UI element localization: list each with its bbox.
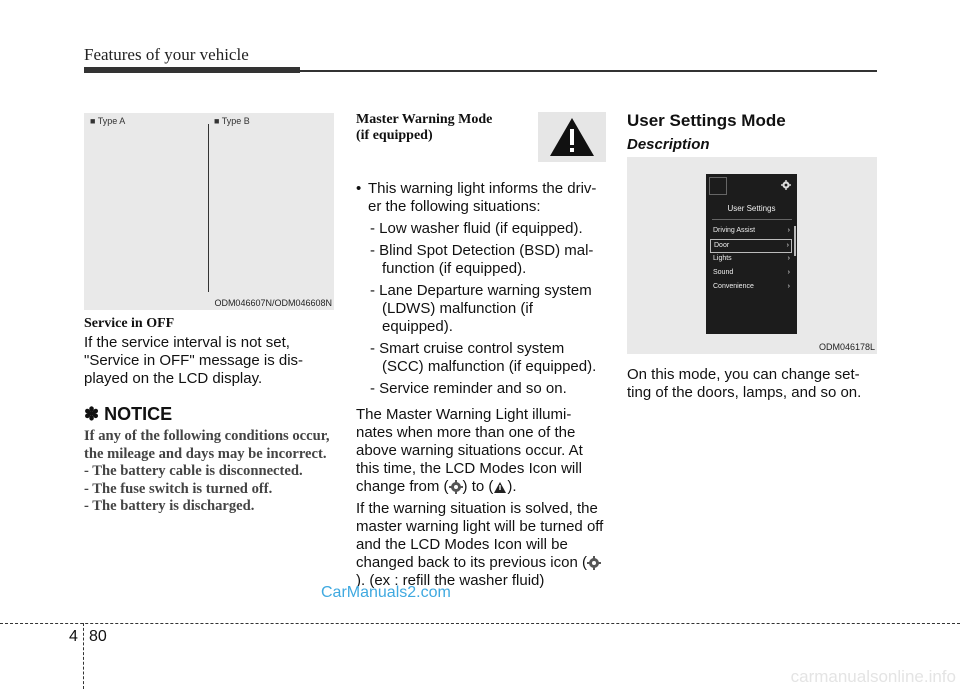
- gear-icon: [587, 556, 601, 570]
- header-rule-thin: [300, 70, 877, 72]
- site-watermark: CarManuals2.com: [321, 584, 451, 601]
- chevron-right-icon: ›: [787, 269, 790, 276]
- warning-bullet-text: This warning light informs the driv- er the following situations:: [368, 180, 597, 215]
- lcd-scrollbar: [794, 226, 796, 256]
- notice-item: - The battery is discharged.: [84, 498, 255, 514]
- warning-bullet: • This warning light informs the driv- er the following situations:: [356, 180, 606, 216]
- bottom-watermark: carmanualsonline.info: [790, 667, 956, 686]
- lcd-screen-title: User Settings: [727, 204, 776, 213]
- page-header-title: Features of your vehicle: [84, 45, 249, 64]
- warning-item: - Service reminder and so on.: [370, 380, 567, 397]
- page-number: 80: [89, 628, 107, 645]
- footer-rule: [0, 623, 960, 624]
- service-off-body: If the service interval is not set, "Service in OFF" message is dis- played on the LCD display.: [84, 334, 304, 387]
- gear-icon: [781, 180, 791, 190]
- master-warning-content: [356, 180, 606, 590]
- lcd-menu-item[interactable]: Convenience ›: [710, 281, 792, 295]
- warning-item: - Smart cruise control system (SCC) malfunction (if equipped).: [370, 340, 597, 375]
- lcd-menu-item-selected[interactable]: Door ›: [710, 239, 792, 253]
- user-settings-body: On this mode, you can change set- ting of the doors, lamps, and so on.: [627, 366, 862, 401]
- notice-body: [84, 428, 334, 516]
- illustration-type-a-b: [84, 113, 334, 310]
- image-code-right: ODM046178L: [818, 342, 875, 352]
- illustration-divider: [208, 124, 209, 292]
- notice-item: - The battery cable is disconnected.: [84, 463, 303, 479]
- master-warning-heading-line1: Master Warning Mode: [356, 112, 493, 127]
- master-warning-paragraph-1: The Master Warning Light illumi- nates when more than one of the above warning situations occur. At this time, the LCD Modes Icon will change from ( ) to ( ).: [356, 406, 583, 495]
- notice-item: - The fuse switch is turned off.: [84, 480, 273, 497]
- type-a-label: ■ Type A: [90, 116, 126, 126]
- user-settings-heading: User Settings Mode: [627, 111, 786, 130]
- chevron-right-icon: ›: [787, 283, 790, 290]
- type-b-label: ■ Type B: [214, 116, 250, 126]
- lcd-menu-item[interactable]: Sound ›: [710, 267, 792, 281]
- lcd-title-rule: [712, 219, 792, 220]
- service-off-heading: Service in OFF: [84, 316, 175, 331]
- lcd-menu-item[interactable]: Lights ›: [710, 253, 792, 267]
- master-warning-heading: [356, 112, 492, 144]
- lcd-menu-item[interactable]: Driving Assist ›: [710, 225, 792, 239]
- warning-item: - Blind Spot Detection (BSD) mal- function (if equipped).: [370, 242, 594, 277]
- description-heading: Description: [627, 136, 710, 153]
- chapter-number: 4: [69, 628, 78, 645]
- master-warning-paragraph-2: If the warning situation is solved, the master warning light will be turned off and the LCD Modes Icon will be changed back to its previous icon (). (ex : refill the washer fluid): [356, 500, 604, 589]
- lcd-corner-box: [709, 177, 727, 195]
- gear-icon: [449, 480, 463, 494]
- lcd-screen: [706, 174, 797, 334]
- lcd-menu: [710, 225, 792, 295]
- footer-divider: [83, 623, 84, 689]
- image-code-left: ODM046607N/ODM046608N: [214, 298, 332, 308]
- chevron-right-icon: ›: [787, 227, 790, 234]
- notice-intro: If any of the following conditions occur, the mileage and days may be incorrect.: [84, 428, 330, 462]
- warning-triangle-icon: [538, 112, 606, 162]
- master-warning-illustration: [538, 112, 606, 162]
- chevron-right-icon: ›: [787, 255, 790, 262]
- warning-item: - Low washer fluid (if equipped).: [370, 220, 583, 237]
- header-rule-thick: [84, 67, 300, 73]
- user-settings-illustration: [627, 157, 877, 354]
- warning-triangle-icon: [493, 481, 507, 494]
- notice-heading: ✽ NOTICE: [84, 404, 173, 424]
- chevron-right-icon: ›: [786, 242, 789, 249]
- warning-item: - Lane Departure warning system (LDWS) malfunction (if equipped).: [370, 282, 592, 335]
- master-warning-heading-line2: (if equipped): [356, 128, 433, 143]
